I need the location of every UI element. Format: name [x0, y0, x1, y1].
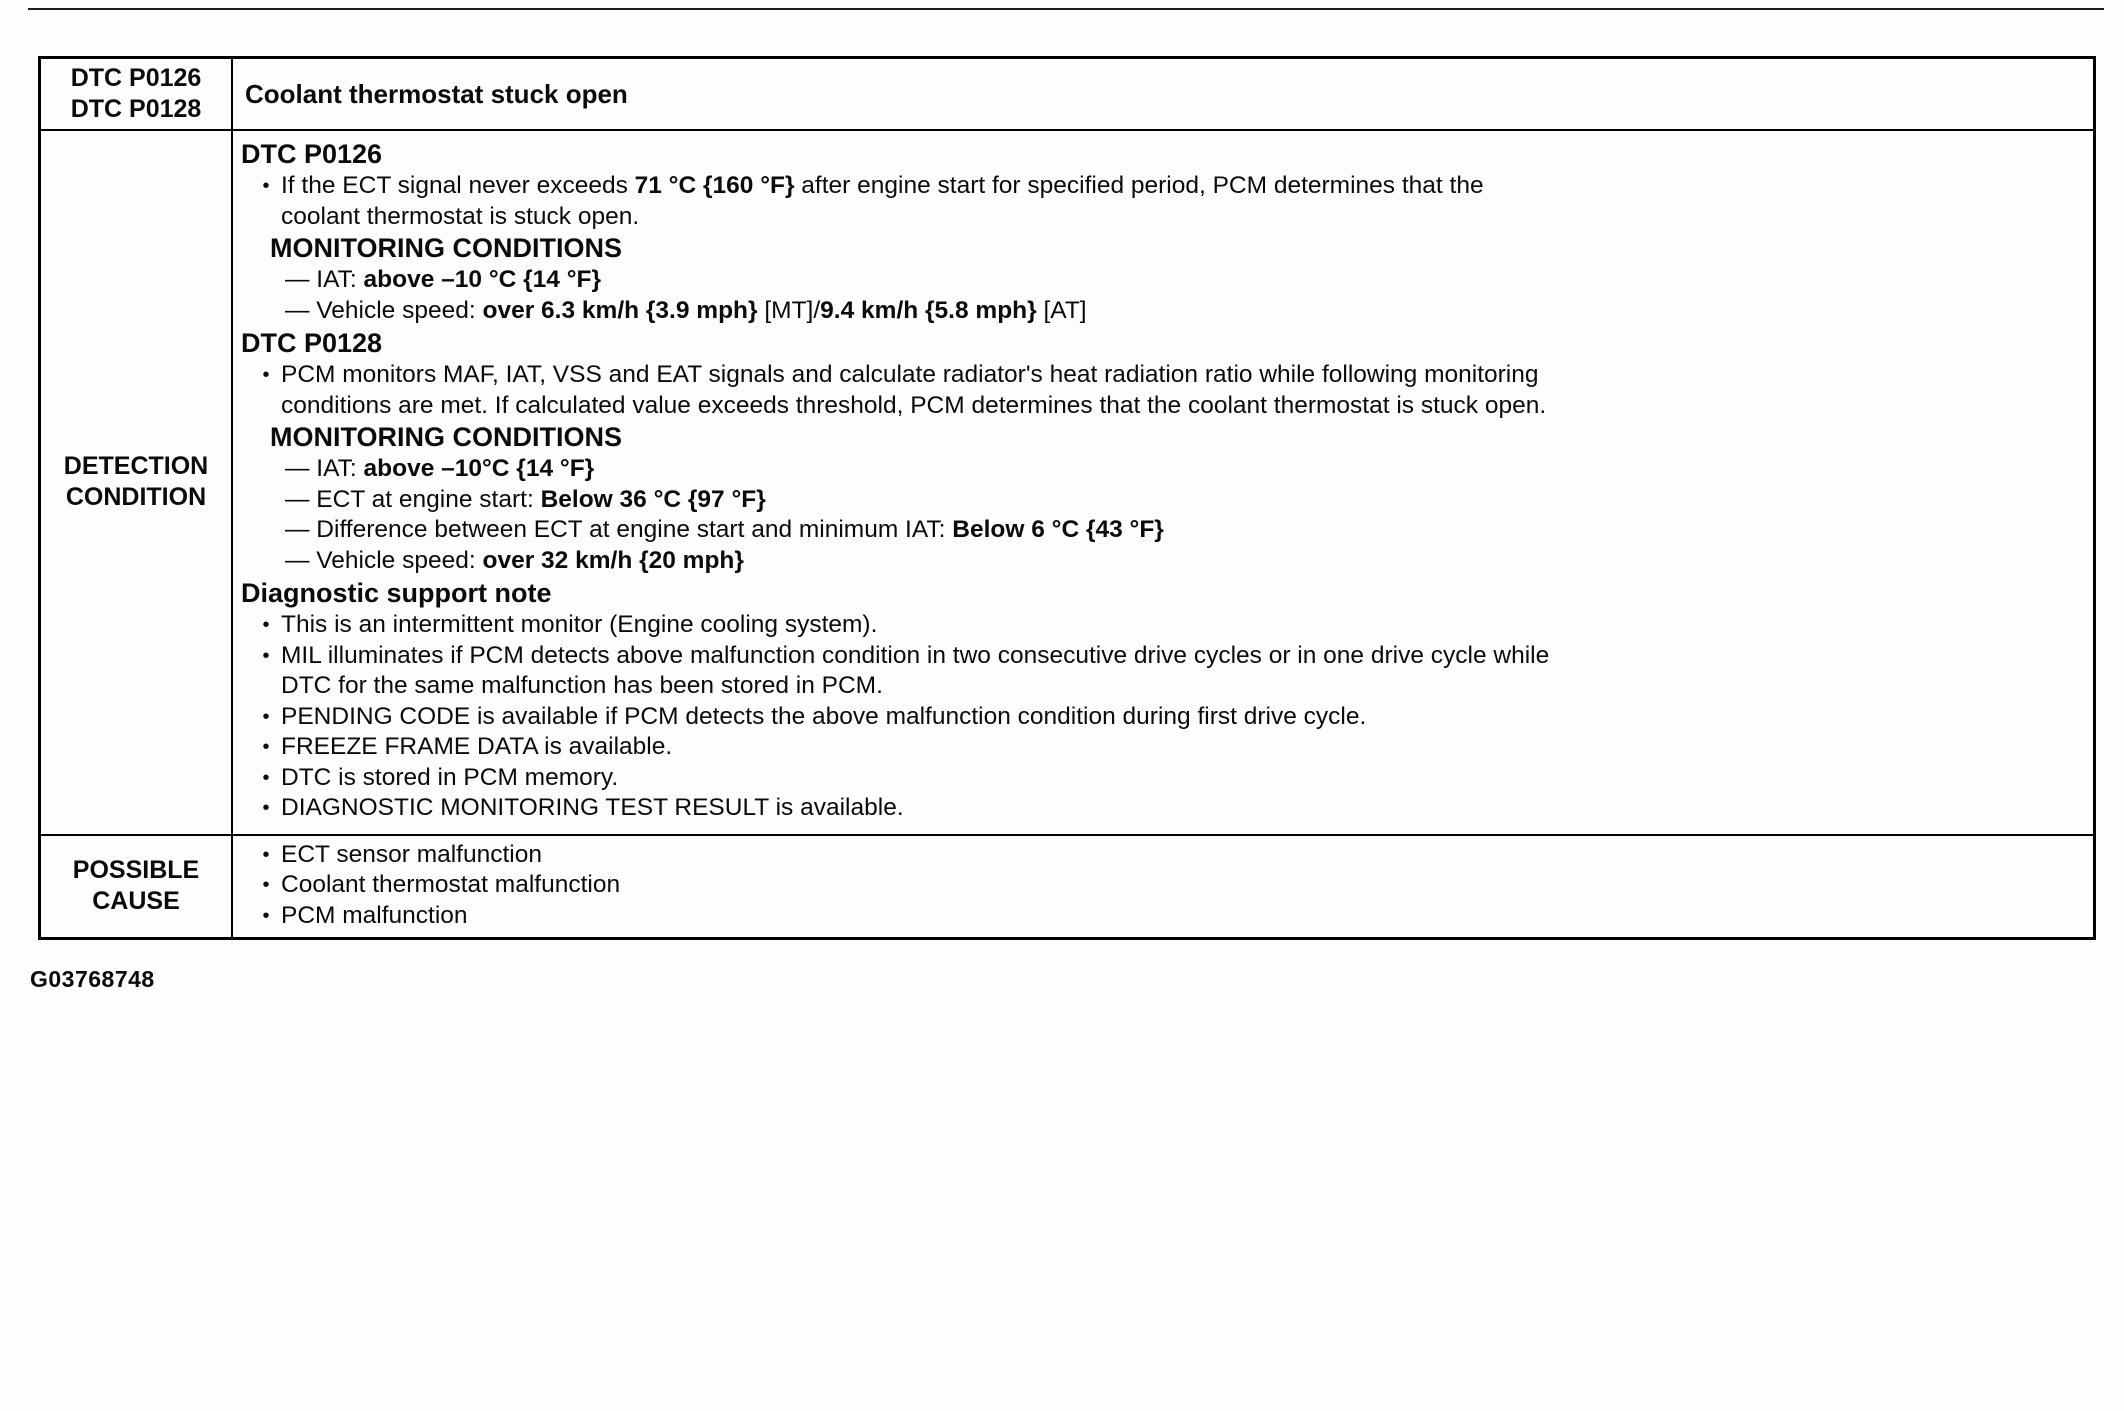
- bold-text-run: above –10°C {14 °F}: [363, 455, 595, 482]
- bullet-item: [241, 901, 1551, 932]
- bullet-text: [281, 171, 1551, 232]
- text-run: PCM monitors MAF, IAT, VSS and EAT signals and calculate radiator's heat radiation ratio while following monitoring conditions are met. If calculated value exceeds threshold, PCM determines that the coolant thermostat is stuck open.: [281, 361, 1547, 419]
- bold-text-run: over 6.3 km/h {3.9 mph}: [482, 296, 758, 324]
- bullet-item: [241, 870, 1551, 901]
- detection-label-line-2: CONDITION: [65, 483, 207, 512]
- text-run: after engine start for specified period, PCM determines that the coolant thermostat is stuck open.: [281, 172, 1484, 230]
- figure-id: G03768748: [30, 966, 155, 992]
- text-run: [AT]: [1036, 296, 1087, 324]
- bullet-item: [241, 641, 1551, 702]
- detection-condition-content: [233, 131, 2093, 834]
- text-run: DIAGNOSTIC MONITORING TEST RESULT is available.: [281, 794, 904, 821]
- bullet-item: [241, 702, 1551, 733]
- possible-cause-row: [41, 836, 2093, 938]
- bullet-icon: •: [262, 736, 270, 758]
- dash-line: [285, 515, 1595, 546]
- possible-cause-label-line-2: CAUSE: [92, 887, 180, 916]
- dtc-title-cell: [233, 59, 2093, 129]
- page-top-rule: [28, 8, 2104, 10]
- bold-text-run: 9.4 km/h {5.8 mph}: [820, 296, 1037, 324]
- dash-line: [285, 296, 1595, 327]
- text-run: — ECT at engine start:: [285, 485, 541, 513]
- bullet-item: [241, 840, 1551, 871]
- text-run: Coolant thermostat malfunction: [281, 871, 621, 898]
- bullet-item: [241, 763, 1551, 794]
- bold-text-run: Below 36 °C {97 °F}: [540, 485, 766, 513]
- dash-line: [285, 546, 1595, 577]
- text-run: If the ECT signal never exceeds: [281, 172, 635, 199]
- bullet-text: [281, 732, 1551, 763]
- text-run: — IAT:: [285, 266, 364, 293]
- text-run: MIL illuminates if PCM detects above malfunction condition in two consecutive drive cycles or in one drive cycle while DTC for the same malfunction has been stored in PCM.: [281, 641, 1550, 699]
- heading-line: [241, 576, 1551, 610]
- text-run: — Difference between ECT at engine start and minimum IAT:: [285, 516, 953, 543]
- subheading-line: [270, 421, 1580, 454]
- bullet-text: [281, 702, 1551, 733]
- text-run: FREEZE FRAME DATA is available.: [281, 733, 673, 760]
- bullet-item: [241, 793, 1551, 824]
- dash-line: [285, 265, 1595, 296]
- dtc-title: Coolant thermostat stuck open: [245, 78, 628, 109]
- dtc-table: [38, 56, 2096, 940]
- bold-text-run: MONITORING CONDITIONS: [270, 422, 623, 452]
- text-run: This is an intermittent monitor (Engine cooling system).: [281, 611, 878, 638]
- bullet-item: [241, 610, 1551, 641]
- possible-cause-label-cell: [41, 836, 233, 938]
- bold-text-run: MONITORING CONDITIONS: [270, 233, 623, 263]
- bullet-text: [281, 870, 1551, 901]
- bullet-icon: •: [262, 766, 270, 789]
- text-run: DTC is stored in PCM memory.: [281, 763, 619, 791]
- bullet-item: [241, 732, 1551, 763]
- bullet-item: [241, 171, 1551, 232]
- detection-label-line-1: DETECTION: [63, 452, 209, 481]
- bullet-text: [281, 840, 1551, 871]
- dtc-code-line-1: DTC P0126: [70, 64, 202, 92]
- bold-text-run: DTC P0126: [241, 139, 383, 169]
- dash-line: [285, 454, 1595, 485]
- text-run: PENDING CODE is available if PCM detects the above malfunction condition during first drive cycle.: [281, 702, 1367, 730]
- text-run: — Vehicle speed:: [285, 546, 483, 574]
- table-header-row: [41, 59, 2093, 131]
- bullet-icon: •: [262, 874, 270, 896]
- detection-condition-row: [41, 131, 2093, 836]
- text-run: PCM malfunction: [281, 901, 468, 929]
- bold-text-run: DTC P0128: [241, 328, 383, 358]
- bold-text-run: Below 6 °C {43 °F}: [952, 516, 1164, 543]
- bold-text-run: over 32 km/h {20 mph}: [482, 546, 744, 574]
- bold-text-run: 71 °C {160 °F}: [634, 172, 795, 199]
- bullet-icon: •: [262, 797, 270, 819]
- bullet-icon: •: [262, 614, 270, 636]
- detection-condition-label-cell: [41, 131, 233, 834]
- bullet-icon: •: [262, 904, 270, 927]
- dtc-codes-cell: [41, 59, 233, 129]
- text-run: — IAT:: [285, 455, 364, 482]
- possible-cause-label-line-1: POSSIBLE: [72, 856, 200, 885]
- heading-line: [241, 137, 1551, 171]
- heading-line: [241, 326, 1551, 360]
- bullet-text: [281, 360, 1551, 421]
- bullet-icon: •: [262, 364, 270, 386]
- subheading-line: [270, 232, 1580, 265]
- text-run: [MT]/: [757, 296, 821, 324]
- bold-text-run: above –10 °C {14 °F}: [363, 266, 602, 293]
- bullet-icon: •: [262, 644, 270, 667]
- possible-cause-content: [233, 836, 2093, 938]
- dash-line: [285, 485, 1595, 516]
- bullet-text: [281, 763, 1551, 794]
- text-run: ECT sensor malfunction: [281, 840, 542, 868]
- bullet-icon: •: [262, 843, 270, 866]
- bullet-text: [281, 641, 1551, 702]
- bullet-item: [241, 360, 1551, 421]
- dtc-code-line-2: DTC P0128: [70, 95, 202, 123]
- text-run: — Vehicle speed:: [285, 296, 483, 324]
- bullet-icon: •: [262, 705, 270, 728]
- bullet-icon: •: [262, 175, 270, 197]
- bullet-text: [281, 610, 1551, 641]
- bullet-text: [281, 901, 1551, 932]
- bold-text-run: Diagnostic support note: [241, 578, 552, 608]
- bullet-text: [281, 793, 1551, 824]
